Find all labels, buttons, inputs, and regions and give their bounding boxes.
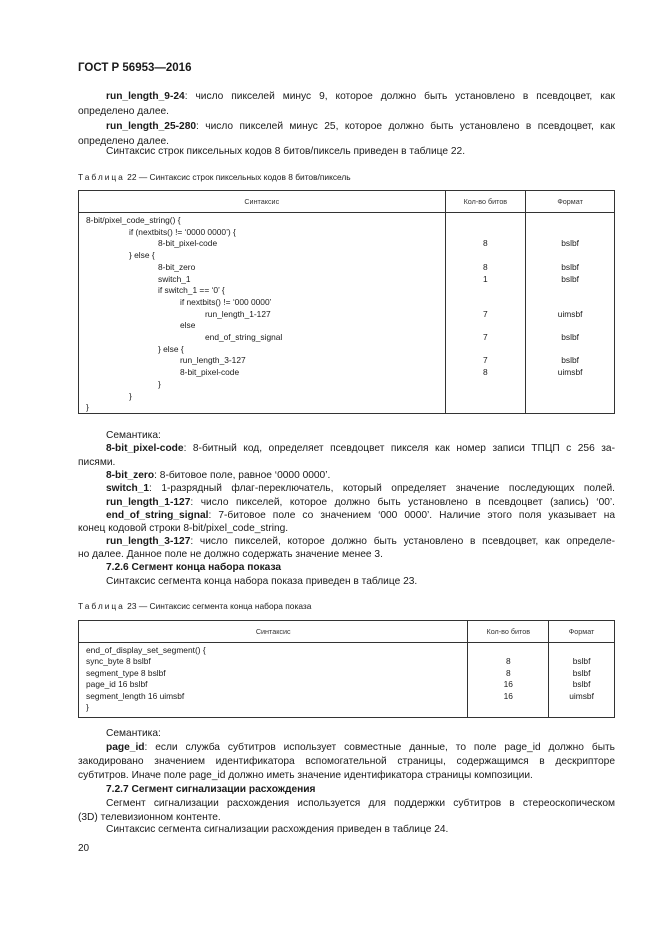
code-line: end_of_display_set_segment() { — [86, 645, 206, 655]
code-line: run_length_1-127 — [205, 308, 271, 319]
col-syntax-header: Синтаксис — [79, 191, 446, 213]
col-format-header: Формат — [526, 191, 615, 213]
format-value: bslbf — [561, 273, 579, 284]
eos-line2: конец кодовой строки 8-bit/pixel_code_string. — [78, 523, 289, 534]
pixel-code-line2: писями. — [78, 457, 116, 468]
code-line: } — [129, 390, 132, 401]
col-bits-header: Кол-во битов — [468, 621, 549, 643]
bits-value: 8 — [483, 238, 488, 249]
section727-heading: 7.2.7 Сегмент сигнализации расхождения — [106, 784, 316, 795]
bits-value: 7 — [483, 308, 488, 319]
code-line: if (nextbits() != ‘0000 0000’) { — [129, 226, 236, 237]
format-value: bslbf — [561, 332, 579, 342]
bits-value: 8 — [505, 656, 511, 667]
rl25280-line1 — [106, 120, 615, 135]
table23-caption — [78, 601, 311, 611]
bits-value: 16 — [503, 679, 513, 690]
term: switch_1 — [106, 483, 150, 494]
code-line: 8-bit_pixel-code — [180, 367, 240, 378]
text: : число пикселей, которое должно быть установлено в псевдоцвет, как определе- — [190, 536, 615, 547]
bits-value: 8 — [483, 261, 488, 272]
bits-cell — [445, 213, 526, 414]
format-value: bslbf — [561, 238, 579, 249]
bits-value: 7 — [483, 355, 488, 366]
semantics1-title: Семантика: — [106, 430, 161, 441]
code-line: } — [86, 402, 89, 413]
rl25280-line2: определено далее. — [78, 136, 170, 147]
col-bits-header: Кол-во битов — [445, 191, 526, 213]
term: run_length_9-24 — [106, 91, 185, 102]
code-line: segment_length 16 uimsbf — [86, 690, 185, 701]
format-value: bslbf — [561, 261, 579, 272]
syntax-note: Синтаксис строк пиксельных кодов 8 битов/пиксель приведен в таблице 22. — [106, 146, 466, 157]
page-id-line1 — [106, 741, 615, 756]
bits-value: 7 — [483, 332, 488, 342]
code-line: } else { — [129, 250, 155, 261]
term: run_length_1-127 — [106, 497, 191, 508]
text: : 8-битный код, определяет псевдоцвет пикселя как номер записи ТПЦП с 256 за- — [183, 443, 615, 454]
format-value: uimsbf — [569, 690, 594, 701]
bits-value: 8 — [483, 367, 488, 378]
bits-value: 8 — [505, 667, 511, 678]
bits-value: 1 — [483, 273, 488, 284]
code-line: } — [158, 378, 161, 389]
text: : число пикселей минус 25, которое должно быть установлено в псевдоцвет, как — [196, 121, 615, 132]
document-header: ГОСТ Р 56953—2016 — [78, 62, 192, 74]
format-value: bslbf — [561, 355, 579, 366]
code-line: } — [86, 702, 89, 712]
code-line: 8-bit/pixel_code_string() { — [86, 215, 181, 225]
page-number: 20 — [78, 843, 90, 854]
format-cell — [549, 643, 615, 718]
code-line: switch_1 — [158, 273, 191, 284]
code-line: run_length_3-127 — [180, 355, 246, 366]
syntax-cell — [79, 643, 468, 718]
format-value: bslbf — [572, 679, 591, 690]
text: : 1-разрядный флаг-переключатель, который определяет значение последующих полей. — [149, 483, 615, 494]
table-body-row — [79, 643, 615, 718]
pixel-code-line1 — [106, 442, 615, 457]
text: : 7-битовое поле со значением ‘000 0000’. Наличие этого поля указывает на — [208, 510, 615, 521]
bits-cell — [468, 643, 549, 718]
caption-rest: 22 — Синтаксис строк пиксельных кодов 8 битов/пиксель — [127, 172, 351, 182]
code-line: if switch_1 == ‘0’ { — [158, 285, 225, 296]
bits-value: 16 — [503, 690, 513, 701]
col-syntax-header: Синтаксис — [79, 621, 468, 643]
term: end_of_string_signal — [106, 510, 209, 521]
section727-text-line2: (3D) телевизионном контенте. — [78, 812, 221, 823]
text: : если служба субтитров использует совместные данные, то поле page_id должно быть — [144, 742, 615, 753]
syntax-cell — [79, 213, 446, 414]
format-value: bslbf — [572, 656, 591, 667]
page-id-line3: субтитров. Иначе поле page_id должно иметь значение идентификатора страницы композиции. — [78, 770, 533, 781]
table23 — [78, 620, 615, 718]
format-value: uimsbf — [557, 367, 583, 378]
code-line: else — [180, 320, 196, 331]
table22-caption — [78, 172, 351, 182]
format-value: uimsbf — [557, 308, 583, 319]
code-line: 8-bit_zero — [158, 261, 196, 272]
caption-prefix: Таблица — [78, 601, 125, 611]
code-line: if nextbits() != ‘000 0000’ — [180, 296, 272, 307]
code-line: segment_type 8 bslbf — [86, 667, 166, 678]
term: run_length_3-127 — [106, 536, 191, 547]
page-id-line2: закодировано значением идентификатора вспомогательной страницы, содержащимся в дескрипторе — [78, 756, 615, 767]
code-line: sync_byte 8 bslbf — [86, 656, 151, 667]
term: page_id — [106, 742, 145, 753]
table-header-row — [79, 191, 615, 213]
table-body-row — [79, 213, 615, 414]
code-line: end_of_string_signal — [205, 332, 283, 342]
code-line: page_id 16 bslbf — [86, 679, 148, 690]
section727-text-line1: Сегмент сигнализации расхождения используется для поддержки субтитров в стереоскопическом — [106, 798, 615, 809]
format-cell — [526, 213, 615, 414]
col-format-header: Формат — [549, 621, 615, 643]
code-line: } else { — [158, 343, 184, 354]
table-header-row — [79, 621, 615, 643]
text: : число пикселей, которое должно быть установлено в псевдоцвет (запись) ‘00’. — [190, 497, 615, 508]
section727-text2: Синтаксис сегмента сигнализации расхождения приведен в таблице 24. — [106, 824, 449, 835]
text: : 8-битовое поле, равное ‘0000 0000’. — [154, 470, 331, 481]
table22 — [78, 190, 615, 414]
term: run_length_25-280 — [106, 121, 197, 132]
format-value: bslbf — [572, 667, 591, 678]
caption-rest: 23 — Синтаксис сегмента конца набора показа — [127, 601, 312, 611]
section726-text: Синтаксис сегмента конца набора показа приведен в таблице 23. — [106, 576, 418, 587]
section726-heading: 7.2.6 Сегмент конца набора показа — [106, 562, 282, 573]
term: 8-bit_pixel-code — [106, 443, 184, 454]
code-line: 8-bit_pixel-code — [158, 238, 218, 249]
caption-prefix: Таблица — [78, 172, 125, 182]
rl924-line1 — [106, 90, 615, 105]
term: 8-bit_zero — [106, 470, 155, 481]
rl924-line2: определено далее. — [78, 106, 170, 117]
semantics2-title: Семантика: — [106, 728, 161, 739]
switch-line — [106, 482, 615, 497]
text: : число пикселей минус 9, которое должно быть установлено в псевдоцвет, как — [184, 91, 615, 102]
rl3127-line2: но далее. Данное поле не должно содержать значение менее 3. — [78, 549, 383, 560]
